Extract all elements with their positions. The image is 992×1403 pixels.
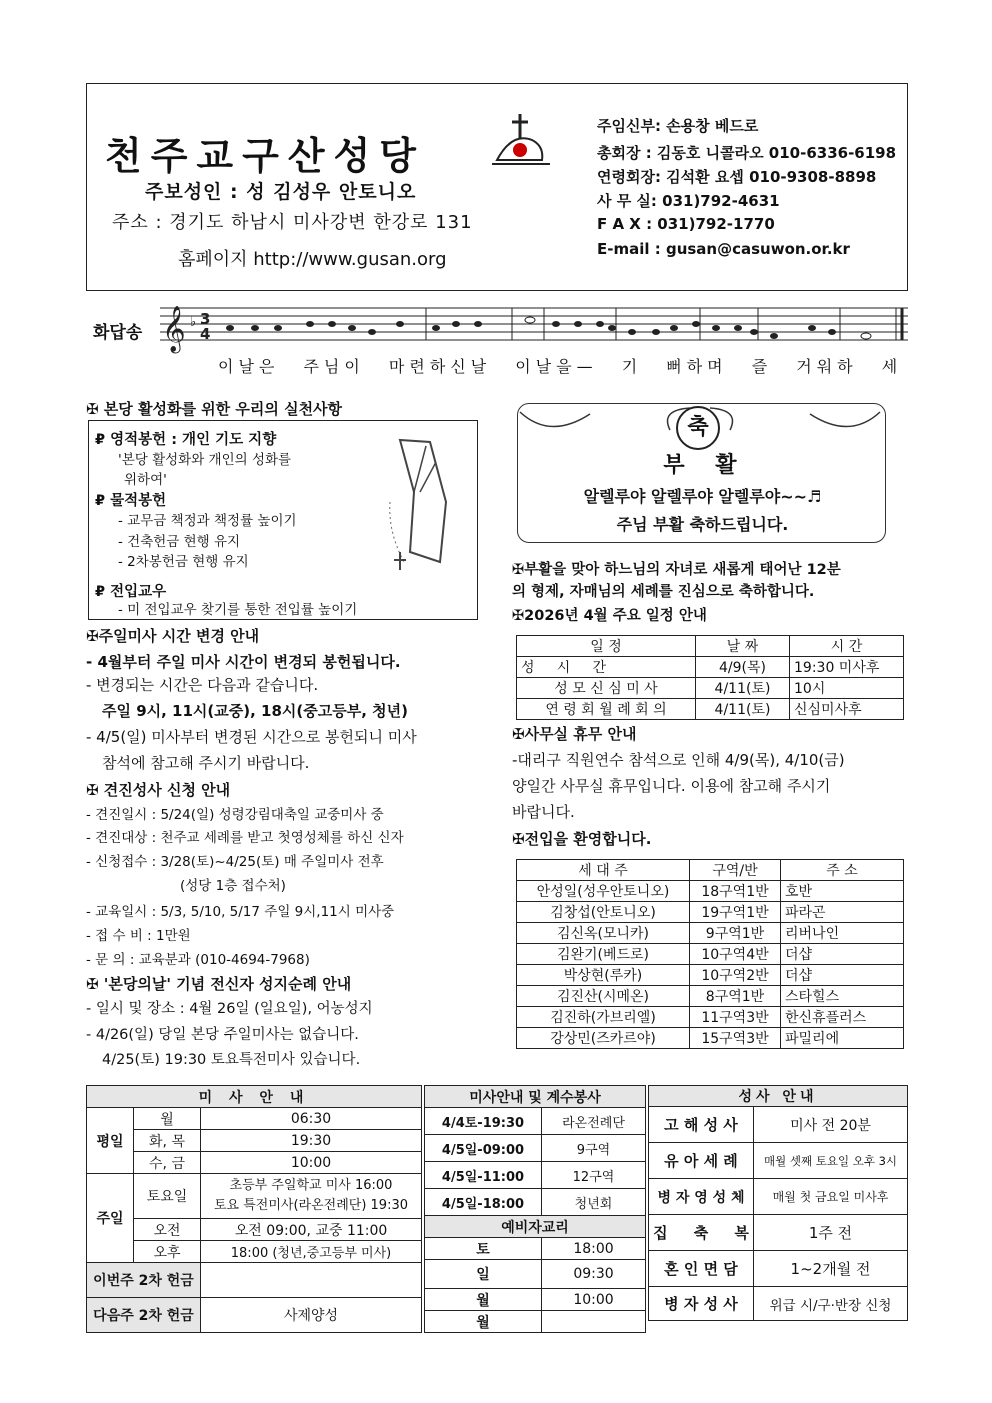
offering-this-label: 이번주 2차 헌금 xyxy=(87,1263,201,1298)
parish-name: 천주교구산성당 xyxy=(105,133,425,178)
welcome-cell: 더샵 xyxy=(781,965,904,986)
table-row xyxy=(517,1007,904,1028)
service-table xyxy=(424,1085,646,1333)
sacrament-name: 고 해 성 사 xyxy=(649,1107,754,1143)
welcome-cell: 파라곤 xyxy=(781,902,904,923)
sacrament-info: 1~2개월 전 xyxy=(754,1251,908,1287)
psalm-lyrics: 이날은 주님이 마련하신날 이날을— 기 뻐하며 즐 거워하 세 xyxy=(218,357,903,376)
spiritual-line1: '본당 활성화와 개인의 성화를 xyxy=(118,452,292,468)
homepage[interactable]: 홈페이지 http://www.gusan.org xyxy=(178,249,447,270)
welcome-cell: 19구역1반 xyxy=(690,902,781,923)
schedule-header: 일 정 xyxy=(517,636,696,657)
welcome-cell: 9구역1반 xyxy=(690,923,781,944)
spiritual-title: ₽ 영적봉헌 : 개인 기도 지향 xyxy=(95,432,277,448)
pastor: 주임신부: 손용창 베드로 xyxy=(597,117,759,135)
sacrament-info: 미사 전 20분 xyxy=(754,1107,908,1143)
confirm-line5: - 교육일시 : 5/3, 5/10, 5/17 주일 9시,11시 미사중 xyxy=(86,904,395,920)
welcome-cell: 18구역1반 xyxy=(690,881,781,902)
schedule-header: 시 간 xyxy=(790,636,904,657)
service-group: 9구역 xyxy=(542,1135,646,1162)
welcome-cell: 안성일(성우안토니오) xyxy=(517,881,690,902)
material-item-3: - 2차봉헌금 현행 유지 xyxy=(118,554,249,570)
table-row xyxy=(517,965,904,986)
welcome-cell: 김창섭(안토니오) xyxy=(517,902,690,923)
welcome-table xyxy=(516,859,904,1049)
service-time: 4/4토-19:30 xyxy=(425,1108,542,1135)
practice-title: ✠ 본당 활성화를 위한 우리의 실천사항 xyxy=(86,400,343,418)
schedule-cell: 4/11(토) xyxy=(696,699,790,720)
morning-time: 오전 09:00, 교중 11:00 xyxy=(201,1219,422,1241)
weekday-label: 평일 xyxy=(87,1108,134,1174)
saturday-masses xyxy=(201,1174,422,1219)
table-row xyxy=(517,944,904,965)
email[interactable]: E-mail : gusan@casuwon.or.kr xyxy=(597,240,850,258)
church-logo-icon xyxy=(492,112,552,172)
saturday-mass-2: 토요 특전미사(라온전례단) 19:30 xyxy=(213,1198,408,1213)
sacrament-name: 병 자 성 사 xyxy=(649,1287,754,1321)
table-row xyxy=(517,902,904,923)
catechism-time: 10:00 xyxy=(542,1289,646,1311)
material-item-2: - 건축헌금 현행 유지 xyxy=(118,534,241,550)
welcome-cell: 파밀리에 xyxy=(781,1028,904,1049)
mass-change-line1: - 4월부터 주일 미사 시간이 변경되 봉헌됩니다. xyxy=(86,653,401,671)
sacrament-info: 매월 셋째 토요일 오후 3시 xyxy=(754,1143,908,1179)
confirm-line1: - 견진일시 : 5/24(일) 성령강림대축일 교중미사 중 xyxy=(86,807,384,823)
mass-change-line2: - 변경되는 시간은 다음과 같습니다. xyxy=(86,676,319,694)
mass-time: 19:30 xyxy=(201,1130,422,1152)
evangel-item: - 미 전입교우 찾기를 통한 전입률 높이기 xyxy=(118,602,358,618)
mass-table xyxy=(86,1085,422,1333)
mass-change-line3: 주일 9시, 11시(교중), 18시(중고등부, 청년) xyxy=(102,702,408,720)
service-group: 라온전례단 xyxy=(542,1108,646,1135)
afternoon-time: 18:00 (청년,중고등부 미사) xyxy=(201,1241,422,1263)
schedule-cell: 4/11(토) xyxy=(696,678,790,699)
service-group: 12구역 xyxy=(542,1162,646,1189)
mass-time: 10:00 xyxy=(201,1152,422,1174)
service-time: 4/5일-11:00 xyxy=(425,1162,542,1189)
svg-text:♭: ♭ xyxy=(190,315,197,330)
office-line2: 양일간 사무실 휴무입니다. 이용에 참고해 주시기 xyxy=(512,777,831,795)
sacrament-name: 집 축 복 xyxy=(649,1215,754,1251)
mass-change-title: ✠주일미사 시간 변경 안내 xyxy=(86,627,260,645)
welcome-cell: 스타힐스 xyxy=(781,986,904,1007)
office-line3: 바랍니다. xyxy=(512,803,575,821)
mass-day: 수, 금 xyxy=(134,1152,201,1174)
office-line1: -대리구 직원연수 참석으로 인해 4/9(목), 4/10(금) xyxy=(512,751,845,769)
welcome-cell: 강상민(즈카르야) xyxy=(517,1028,690,1049)
material-title: ₽ 물적봉헌 xyxy=(95,493,167,509)
easter-title: 부 활 xyxy=(663,453,737,478)
schedule-cell: 신심미사후 xyxy=(790,699,904,720)
sacrament-info: 매월 첫 금요일 미사후 xyxy=(754,1179,908,1215)
fax: F A X : 031)792-1770 xyxy=(597,215,775,233)
catechism-title: 예비자교리 xyxy=(425,1216,646,1238)
schedule-cell: 10시 xyxy=(790,678,904,699)
baptism-line2: 의 형제, 자매님의 세례를 진심으로 축하합니다. xyxy=(512,584,815,600)
celebrate-badge: 축 xyxy=(676,406,720,450)
psalm-label: 화답송 xyxy=(93,323,143,343)
pilgrim-line1: - 일시 및 장소 : 4월 26일 (일요일), 어농성지 xyxy=(86,1001,373,1017)
schedule-cell: 연 령 회 월 례 회 의 xyxy=(517,699,696,720)
welcome-title: ✠전입을 환영합니다. xyxy=(512,830,652,848)
sacrament-name: 유 아 세 례 xyxy=(649,1143,754,1179)
welcome-cell: 15구역3반 xyxy=(690,1028,781,1049)
office-title: ✠사무실 휴무 안내 xyxy=(512,725,637,743)
welcome-cell: 더샵 xyxy=(781,944,904,965)
music-staff xyxy=(160,298,910,354)
schedule-cell: 성 시 간 xyxy=(517,657,696,678)
saturday-label: 토요일 xyxy=(134,1174,201,1219)
schedule-cell: 성 모 신 심 미 사 xyxy=(517,678,696,699)
welcome-cell: 11구역3반 xyxy=(690,1007,781,1028)
sunday-label: 주일 xyxy=(87,1174,134,1263)
sacrament-title: 성사 안내 xyxy=(649,1086,908,1107)
pilgrim-line2: - 4/26(일) 당일 본당 주일미사는 없습니다. xyxy=(86,1027,359,1043)
service-time: 4/5일-18:00 xyxy=(425,1189,542,1216)
catechism-day: 월 xyxy=(425,1311,542,1333)
confirm-line7: - 문 의 : 교육분과 (010-4694-7968) xyxy=(86,952,310,968)
sacrament-info: 1주 전 xyxy=(754,1215,908,1251)
offering-next-value: 사제양성 xyxy=(201,1298,422,1333)
saturday-mass-1: 초등부 주일학교 미사 16:00 xyxy=(229,1178,393,1193)
table-row xyxy=(517,986,904,1007)
afternoon-label: 오후 xyxy=(134,1241,201,1263)
catechism-day: 토 xyxy=(425,1238,542,1260)
svg-text:𝄞: 𝄞 xyxy=(162,306,186,352)
sacrament-name: 병 자 영 성 체 xyxy=(649,1179,754,1215)
welcome-cell: 호반 xyxy=(781,881,904,902)
welcome-cell: 김진산(시메온) xyxy=(517,986,690,1007)
confirm-line2: - 견진대상 : 천주교 세례를 받고 첫영성체를 하신 신자 xyxy=(86,830,404,846)
confirm-line6: - 접 수 비 : 1만원 xyxy=(86,928,191,944)
easter-line2: 주님 부활 축하드립니다. xyxy=(616,515,789,534)
welcome-cell: 박상현(루카) xyxy=(517,965,690,986)
confirm-title: ✠ 견진성사 신청 안내 xyxy=(86,781,231,799)
welcome-header: 세 대 주 xyxy=(517,860,690,881)
sacrament-name: 혼 인 면 담 xyxy=(649,1251,754,1287)
service-title: 미사안내 및 계수봉사 xyxy=(425,1086,646,1108)
funeral-head: 연령회장: 김석환 요셉 010-9308-8898 xyxy=(597,168,877,186)
welcome-cell: 8구역1반 xyxy=(690,986,781,1007)
welcome-cell: 김신옥(모니카) xyxy=(517,923,690,944)
confirm-line3: - 신청접수 : 3/28(토)~4/25(토) 매 주일미사 전후 xyxy=(86,854,384,870)
schedule-cell: 19:30 미사후 xyxy=(790,657,904,678)
welcome-cell: 10구역2반 xyxy=(690,965,781,986)
table-row xyxy=(517,657,904,678)
service-time: 4/5일-09:00 xyxy=(425,1135,542,1162)
patron-saint: 주보성인 : 성 김성우 안토니오 xyxy=(145,181,417,203)
catechism-time xyxy=(542,1311,646,1333)
catechism-time: 18:00 xyxy=(542,1238,646,1260)
svg-text:3: 3 xyxy=(200,310,211,328)
pilgrim-title: ✠ '본당의날' 기념 전신자 성지순례 안내 xyxy=(86,975,352,993)
mass-time: 06:30 xyxy=(201,1108,422,1130)
mass-title: 미 사 안 내 xyxy=(87,1086,422,1108)
offering-this-value xyxy=(201,1263,422,1298)
mass-change-line5: 참석에 참고해 주시기 바랍니다. xyxy=(102,754,310,772)
address: 주소 : 경기도 하남시 미사강변 한강로 131 xyxy=(112,212,473,233)
pilgrim-line3: 4/25(토) 19:30 토요특전미사 있습니다. xyxy=(102,1052,361,1068)
mass-change-line4: - 4/5(일) 미사부터 변경된 시간으로 봉헌되니 미사 xyxy=(86,728,417,746)
president: 총회장 : 김동호 니콜라오 010-6336-6198 xyxy=(597,144,897,162)
office-phone: 사 무 실: 031)792-4631 xyxy=(597,192,780,210)
schedule-title: ✠2026년 4월 주요 일정 안내 xyxy=(512,608,707,624)
table-row xyxy=(517,699,904,720)
catechism-day: 일 xyxy=(425,1260,542,1289)
welcome-header: 주 소 xyxy=(781,860,904,881)
table-row xyxy=(517,923,904,944)
evangel-title: ₽ 전입교우 xyxy=(95,584,167,600)
praying-hands-icon xyxy=(370,432,462,572)
svg-text:4: 4 xyxy=(200,325,211,343)
sacrament-info: 위급 시/구·반장 신청 xyxy=(754,1287,908,1321)
service-group: 청년회 xyxy=(542,1189,646,1216)
schedule-header: 날 짜 xyxy=(696,636,790,657)
catechism-day: 월 xyxy=(425,1289,542,1311)
offering-next-label: 다음주 2차 헌금 xyxy=(87,1298,201,1333)
welcome-cell: 리버나인 xyxy=(781,923,904,944)
material-item-1: - 교무금 책정과 책정률 높이기 xyxy=(118,513,297,529)
table-row xyxy=(517,1028,904,1049)
schedule-table xyxy=(516,635,904,720)
schedule-cell: 4/9(목) xyxy=(696,657,790,678)
morning-label: 오전 xyxy=(134,1219,201,1241)
table-row xyxy=(517,678,904,699)
welcome-cell: 한신휴플러스 xyxy=(781,1007,904,1028)
mass-day: 월 xyxy=(134,1108,201,1130)
baptism-line1: ✠부활을 맞아 하느님의 자녀로 새롭게 태어난 12분 xyxy=(512,562,841,578)
catechism-time: 09:30 xyxy=(542,1260,646,1289)
welcome-cell: 10구역4반 xyxy=(690,944,781,965)
confirm-line4: (성당 1층 접수처) xyxy=(180,878,286,894)
welcome-cell: 김완기(베드로) xyxy=(517,944,690,965)
welcome-cell: 김진하(가브리엘) xyxy=(517,1007,690,1028)
easter-line1: 알렐루야 알렐루야 알렐루야~~♬ xyxy=(583,487,822,506)
spiritual-line2: 위하여' xyxy=(124,472,167,488)
table-row xyxy=(517,881,904,902)
mass-day: 화, 목 xyxy=(134,1130,201,1152)
welcome-header: 구역/반 xyxy=(690,860,781,881)
sacrament-table xyxy=(648,1085,908,1321)
